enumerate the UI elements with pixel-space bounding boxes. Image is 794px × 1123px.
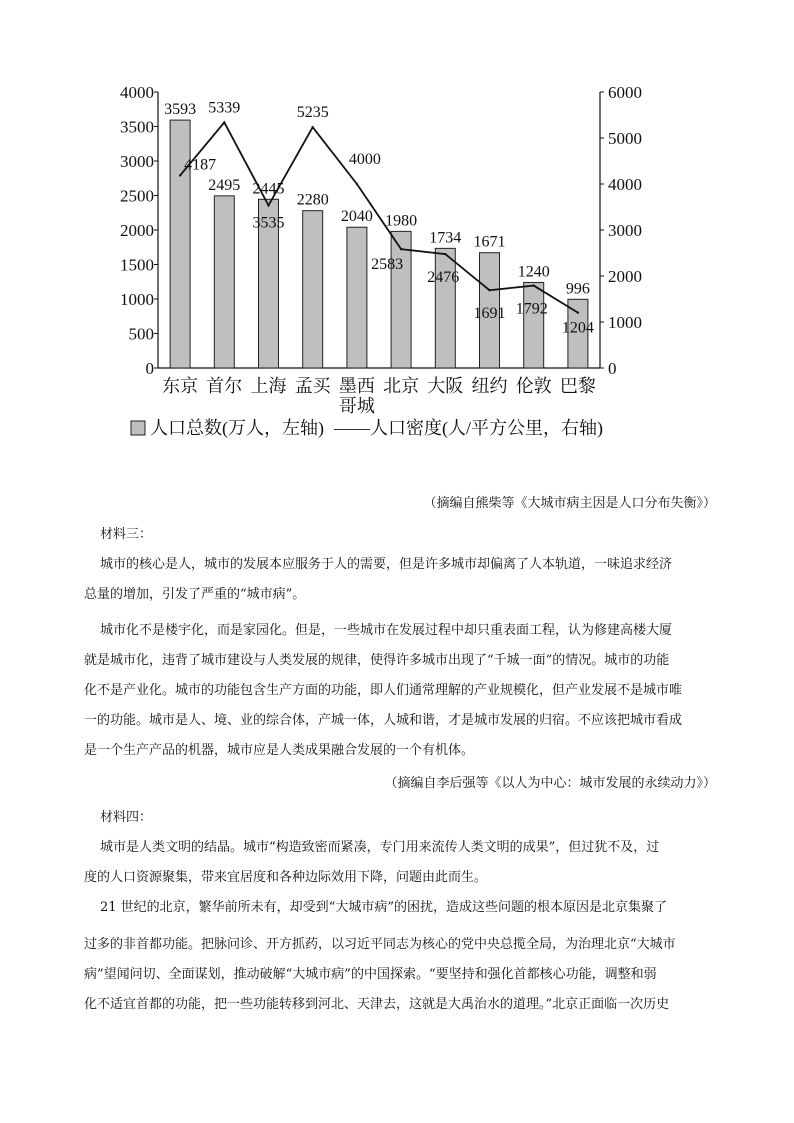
category-label: 东京 xyxy=(162,376,199,396)
right-axis-tick-label: 4000 xyxy=(608,175,642,194)
material-3-line: 城市化不是楼宇化，而是家园化。但是，一些城市在发展过程中却只重表面工程，认为修建高楼大厦 xyxy=(100,623,673,638)
density-data-label: 1204 xyxy=(561,319,594,337)
right-axis-tick-label: 0 xyxy=(608,359,617,378)
category-label: 巴黎 xyxy=(559,376,596,396)
left-axis-tick-label: 3000 xyxy=(120,152,154,171)
category-label: 北京 xyxy=(383,376,420,396)
bar-data-label: 2280 xyxy=(296,191,329,209)
density-data-label: 3535 xyxy=(252,214,285,232)
left-axis-tick-label: 1000 xyxy=(120,290,154,309)
material-3-line: 总量的增加，引发了严重的“城市病”。 xyxy=(84,587,306,602)
left-axis-tick-label: 500 xyxy=(128,324,154,344)
category-label: 孟买 xyxy=(294,376,331,396)
left-axis-tick-label: 0 xyxy=(145,359,154,378)
density-data-label: 5235 xyxy=(296,104,329,122)
bar-data-label: 996 xyxy=(565,280,590,298)
material-3-line: 城市的核心是人，城市的发展本应服务于人的需要，但是许多城市却偏离了人本轨道，一味追求经济 xyxy=(100,557,673,572)
left-axis-tick-label: 3500 xyxy=(120,117,154,137)
left-axis-tick-label: 2000 xyxy=(120,221,154,240)
bar-data-label: 1240 xyxy=(517,263,550,281)
right-axis-tick-label: 1000 xyxy=(608,313,642,332)
bar-data-label: 1734 xyxy=(429,229,462,247)
left-axis-tick-label: 4000 xyxy=(120,83,154,102)
density-data-label: 5339 xyxy=(208,99,241,117)
category-label: 上海 xyxy=(250,376,287,396)
material-4-line: 城市是人类文明的结晶。城市“构造致密而紧凑，专门用来流传人类文明的成果”，但过犹不及，过 xyxy=(100,840,660,855)
density-data-label: 1792 xyxy=(515,300,548,318)
density-data-label: 1691 xyxy=(473,305,506,323)
density-data-label: 2476 xyxy=(427,269,460,287)
material-4-line: 度的人口资源聚集，带来宜居度和各种边际效用下降，问题由此而生。 xyxy=(84,870,488,885)
legend-line-label: ——人口密度(人/平方公里，右轴) xyxy=(334,418,603,438)
left-axis-tick-label: 2500 xyxy=(120,186,154,206)
density-data-label: 2583 xyxy=(371,256,404,274)
bar-data-label: 2445 xyxy=(252,180,285,198)
density-data-label: 4000 xyxy=(348,151,381,168)
bar-data-label: 1671 xyxy=(473,233,506,251)
density-data-label: 4187 xyxy=(184,156,217,174)
category-label: 墨西哥城 xyxy=(338,376,375,416)
right-axis-tick-label: 3000 xyxy=(608,221,642,240)
right-axis-tick-label: 6000 xyxy=(608,83,642,102)
material-3-line: 就是城市化，违背了城市建设与人类发展的规律，使得许多城市出现了“千城一面”的情况。城市的功能 xyxy=(84,653,670,668)
bar-data-label: 2495 xyxy=(208,176,241,194)
category-label: 首尔 xyxy=(206,376,243,396)
bar-data-label: 3593 xyxy=(164,101,197,119)
right-axis-tick-label: 2000 xyxy=(608,267,642,286)
category-label: 伦敦 xyxy=(515,376,552,396)
material-3-heading: 材料三： xyxy=(100,527,153,542)
source-note-2: （摘编自李后强等《以人为中心：城市发展的永续动力》） xyxy=(384,776,716,791)
material-3-line: 是一个生产产品的机器，城市应是人类成果融合发展的一个有机体。 xyxy=(84,743,475,758)
material-4-heading: 材料四： xyxy=(100,810,153,825)
legend-bar-label: 人口总数(万人，左轴) xyxy=(150,418,324,438)
bar-data-label: 1980 xyxy=(385,212,418,230)
material-4-line: 化不适宜首都的功能，把一些功能转移到河北、天津去，这就是大禹治水的道理。”北京正面临一次历史 xyxy=(84,997,670,1012)
material-3-line: 一的功能。城市是人、境、业的综合体，产城一体，人城和谐，才是城市发展的归宿。不应该把城市看成 xyxy=(84,713,683,728)
category-label: 纽约 xyxy=(471,376,508,396)
bar-data-label: 2040 xyxy=(340,208,373,226)
material-4-line: 21 世纪的北京，繁华前所未有，却受到“大城市病”的困扰，造成这些问题的根本原因是北京集聚了 xyxy=(100,900,667,915)
left-axis-tick-label: 1500 xyxy=(120,255,154,275)
right-axis-tick-label: 5000 xyxy=(608,129,642,148)
material-3-line: 化不是产业化。城市的功能包含生产方面的功能，即人们通常理解的产业规模化，但产业发展不是城市唯 xyxy=(84,683,683,698)
material-4-line: 过多的非首都功能。把脉问诊、开方抓药，以习近平同志为核心的党中央总揽全局，为治理北京“大城市 xyxy=(84,937,676,952)
category-label: 大阪 xyxy=(427,376,464,396)
source-note-1: （摘编自熊柴等《大城市病主因是人口分布失衡》） xyxy=(423,496,716,511)
material-4-line: 病”望闻问切、全面谋划，推动破解“大城市病”的中国探索。“要坚持和强化首都核心功能，调整和弱 xyxy=(84,967,657,982)
